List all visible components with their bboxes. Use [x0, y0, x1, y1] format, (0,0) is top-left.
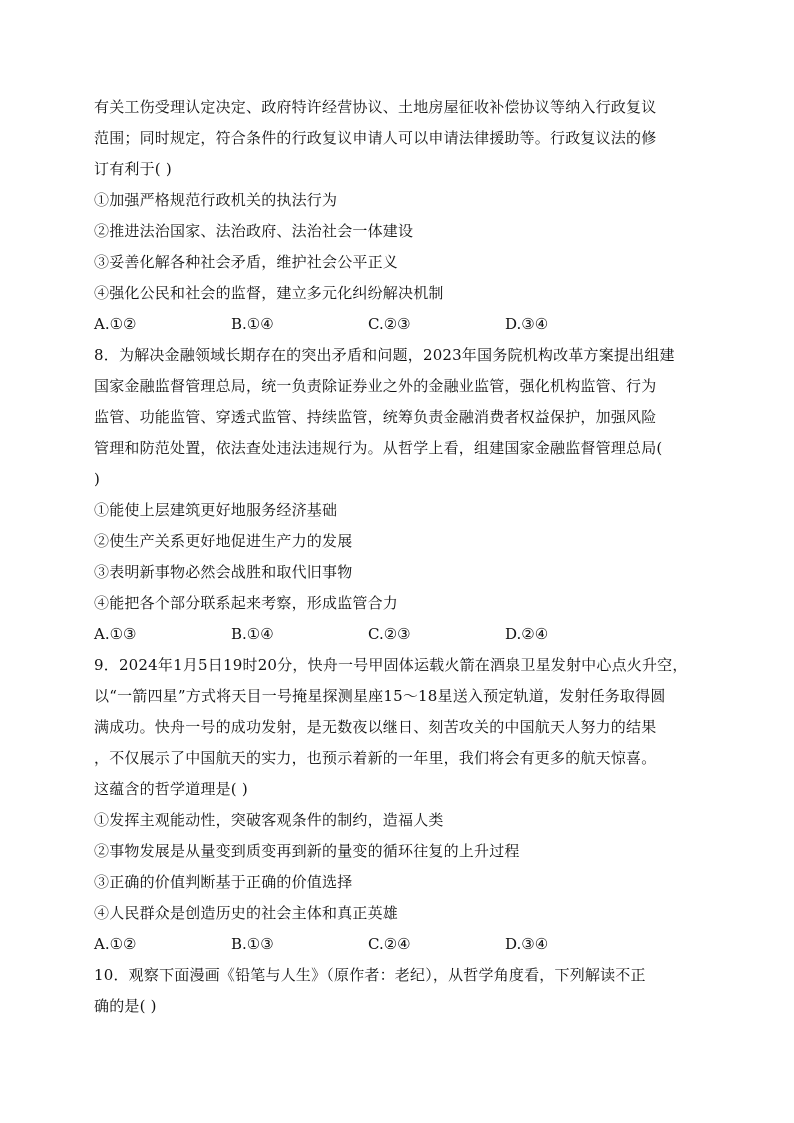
q9-option-b: B.①③	[231, 935, 274, 953]
q8-option-c: C.②③	[368, 625, 411, 643]
question-9	[94, 650, 704, 960]
question-10	[94, 960, 704, 1022]
q8-option-d: D.②④	[505, 625, 549, 643]
q9-item: ①发挥主观能动性，突破客观条件的制约，造福人类	[94, 811, 444, 829]
q8-item: ③表明新事物必然会战胜和取代旧事物	[94, 563, 353, 581]
q8-item: ②使生产关系更好地促进生产力的发展	[94, 532, 353, 550]
q9-stem-line: ，不仅展示了中国航天的实力，也预示着新的一年里，我们将会有更多的航天惊喜。	[94, 749, 657, 767]
q7-stem-line: 范围；同时规定，符合条件的行政复议申请人可以申请法律援助等。行政复议法的修	[94, 129, 657, 147]
question-8	[94, 340, 704, 650]
q8-options	[94, 619, 704, 650]
q9-option-d: D.③④	[505, 935, 549, 953]
q9-item: ③正确的价值判断基于正确的价值选择	[94, 873, 353, 891]
q10-stem-line: 10．观察下面漫画《铅笔与人生》（原作者：老纪），从哲学角度看，下列解读不正	[94, 966, 646, 984]
q7-option-c: C.②③	[368, 315, 411, 333]
q9-stem-line: 满成功。快舟一号的成功发射，是无数夜以继日、刻苦攻关的中国航天人努力的结果	[94, 718, 657, 736]
q9-options	[94, 929, 704, 960]
q7-item: ①加强严格规范行政机关的执法行为	[94, 191, 338, 209]
q8-stem-line: 管理和防范处置，依法查处违法违规行为。从哲学上看，组建国家金融监督管理总局(	[94, 439, 663, 457]
q9-item: ④人民群众是创造历史的社会主体和真正英雄	[94, 904, 399, 922]
q8-option-b: B.①④	[231, 625, 274, 643]
q7-options	[94, 309, 704, 340]
q7-option-a: A.①②	[94, 315, 137, 333]
q7-option-b: B.①④	[231, 315, 274, 333]
q9-stem-line: 9．2024年1月5日19时20分，快舟一号甲固体运载火箭在酒泉卫星发射中心点火升空，	[94, 656, 688, 674]
q7-option-d: D.③④	[505, 315, 549, 333]
q8-stem-line: 监管、功能监管、穿透式监管、持续监管，统筹负责金融消费者权益保护，加强风险	[94, 408, 657, 426]
q7-item: ④强化公民和社会的监督，建立多元化纠纷解决机制	[94, 284, 444, 302]
q8-stem-line: 8．为解决金融领域长期存在的突出矛盾和问题，2023年国务院机构改革方案提出组建	[94, 346, 675, 364]
q9-item: ②事物发展是从量变到质变再到新的量变的循环往复的上升过程	[94, 842, 520, 860]
q10-stem-line: 确的是( )	[94, 997, 157, 1015]
q7-item: ②推进法治国家、法治政府、法治社会一体建设	[94, 222, 414, 240]
q8-item: ①能使上层建筑更好地服务经济基础	[94, 501, 338, 519]
q8-stem-line: )	[94, 470, 101, 488]
q7-stem-line: 订有利于( )	[94, 160, 172, 178]
q9-option-a: A.①②	[94, 935, 137, 953]
question-7	[94, 92, 704, 340]
q8-option-a: A.①③	[94, 625, 137, 643]
q8-stem-line: 国家金融监督管理总局，统一负责除证券业之外的金融业监管，强化机构监管、行为	[94, 377, 657, 395]
q9-stem-line: 这蕴含的哲学道理是( )	[94, 780, 248, 798]
q8-item: ④能把各个部分联系起来考察，形成监管合力	[94, 594, 399, 612]
q7-item: ③妥善化解各种社会矛盾，维护社会公平正义	[94, 253, 399, 271]
q9-stem-line: 以“一箭四星”方式将天目一号掩星探测星座15～18星送入预定轨道，发射任务取得圆	[94, 687, 666, 705]
q9-option-c: C.②④	[368, 935, 411, 953]
q7-stem-line: 有关工伤受理认定决定、政府特许经营协议、土地房屋征收补偿协议等纳入行政复议	[94, 98, 657, 116]
question-content	[94, 92, 704, 1022]
